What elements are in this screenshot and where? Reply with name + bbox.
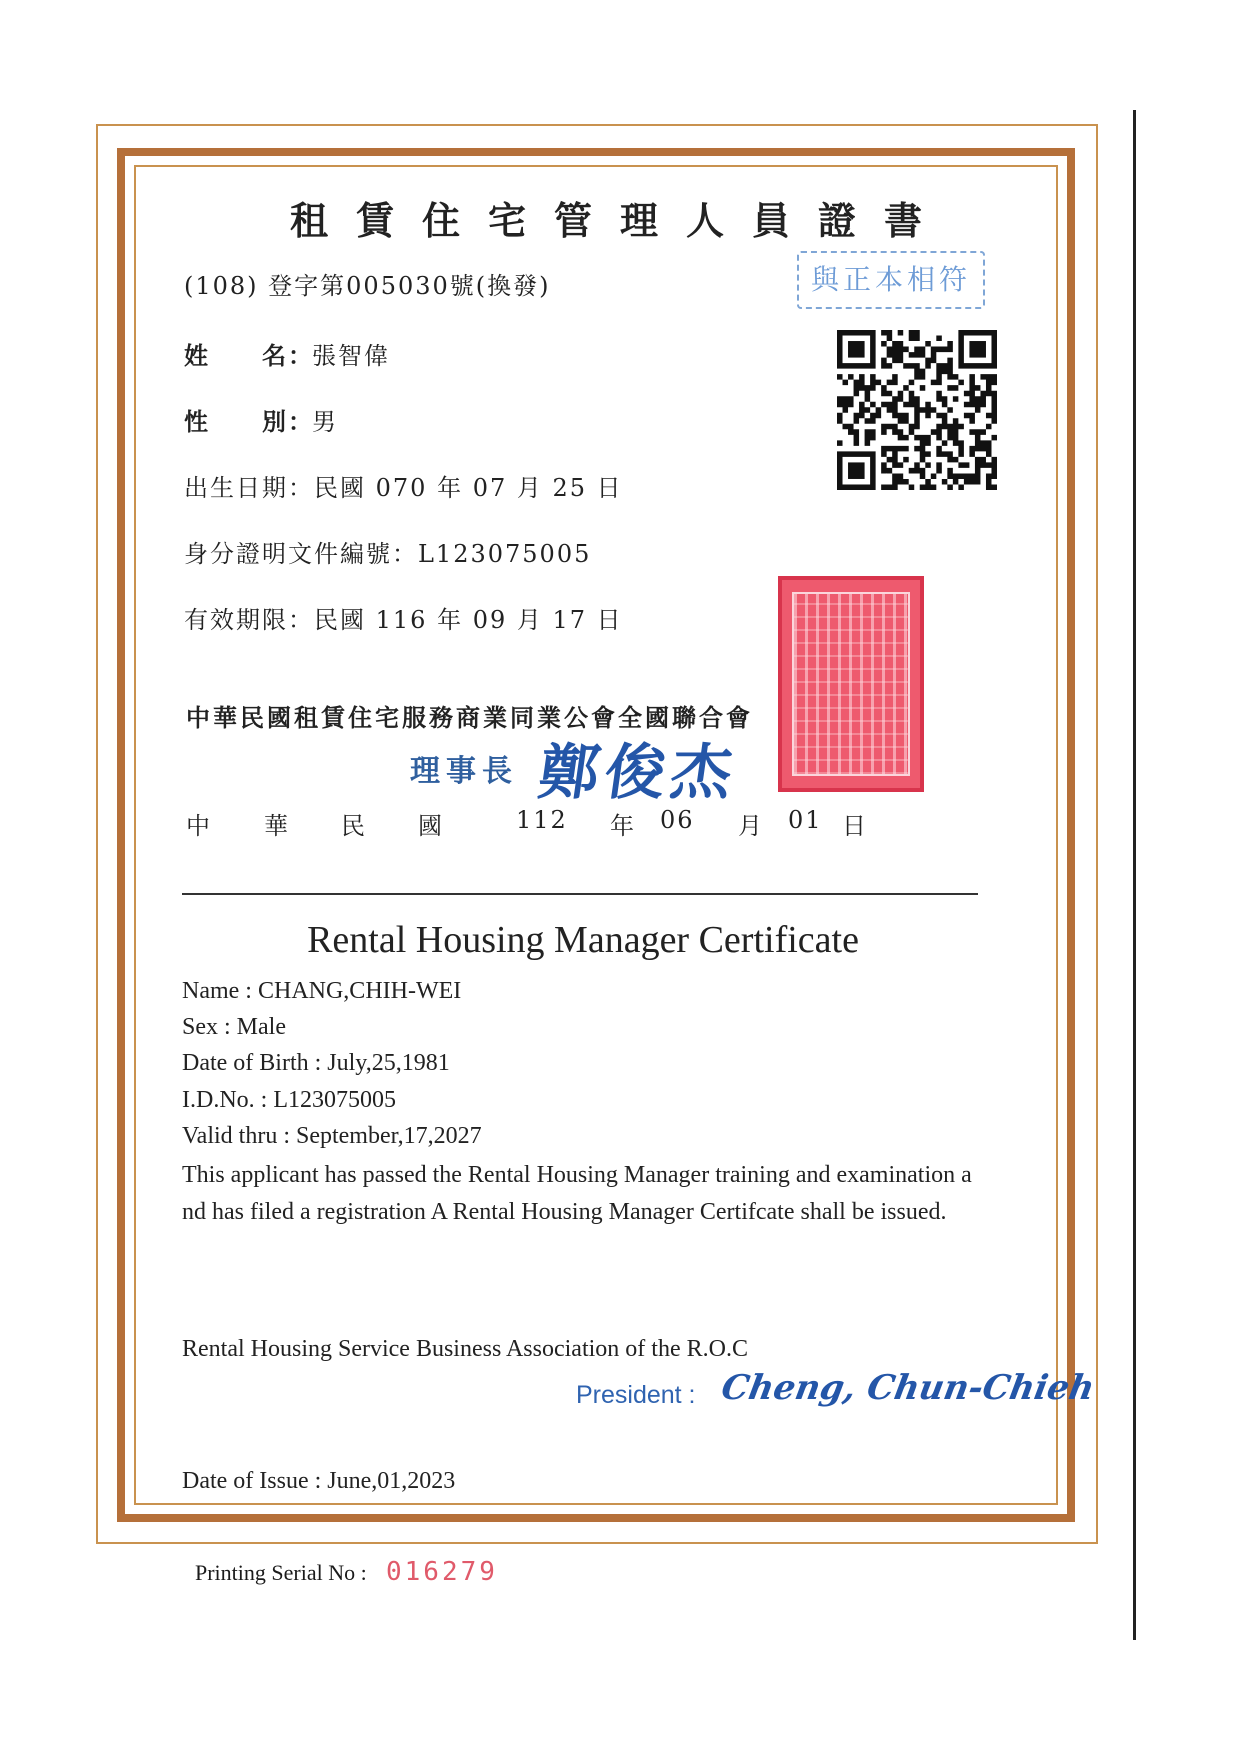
qr-code: [837, 330, 997, 490]
name-label-zh: 姓 名：: [184, 341, 314, 370]
official-seal: [778, 576, 924, 792]
certificate-number: (108) 登字第005030號(換發): [184, 272, 551, 300]
official-seal-pattern: [792, 592, 910, 776]
id-number-zh: 身分證明文件編號：L123075005: [184, 540, 592, 568]
qr-finder-center-1: [848, 341, 865, 358]
birth-date-zh: 出生日期：民國 070 年 07 月 25 日: [184, 474, 623, 502]
date-char-3: 民: [341, 812, 367, 840]
scan-edge-line: [1133, 110, 1136, 1640]
name-en: Name : CHANG,CHIH-WEI: [182, 978, 462, 1004]
date-year: 112: [516, 806, 568, 834]
qr-finder-center-2: [969, 341, 986, 358]
serial-number-value: 016279: [386, 1557, 498, 1587]
association-name-en: Rental Housing Service Business Association of the R.O.C: [182, 1336, 748, 1362]
date-day: 01: [788, 806, 823, 834]
birth-date-en: Date of Birth : July,25,1981: [182, 1050, 450, 1076]
date-month-unit: 月: [738, 812, 764, 840]
president-signature-zh: 鄭俊杰: [534, 738, 743, 808]
serial-number-label: Printing Serial No :: [195, 1560, 367, 1585]
date-day-unit: 日: [842, 812, 868, 840]
valid-until-zh: 有效期限：民國 116 年 09 月 17 日: [184, 606, 623, 634]
id-number-en: I.D.No. : L123075005: [182, 1087, 396, 1113]
sex-en: Sex : Male: [182, 1014, 286, 1040]
sex-label-zh: 性 別：: [184, 407, 314, 436]
association-name-zh: 中華民國租賃住宅服務商業同業公會全國聯合會: [186, 703, 753, 732]
true-copy-stamp: 與正本相符: [797, 251, 985, 309]
date-char-2: 華: [264, 812, 290, 840]
certificate-title-en: Rental Housing Manager Certificate: [307, 919, 859, 961]
date-char-4: 國: [418, 812, 444, 840]
president-label-en: President :: [576, 1381, 696, 1409]
section-divider: [182, 893, 978, 895]
issue-date-en: Date of Issue : June,01,2023: [182, 1468, 456, 1494]
president-signature-en: Cheng, Chun-Chieh: [718, 1368, 1098, 1408]
sex-value-zh: 男: [312, 408, 338, 436]
president-title-zh: 理事長: [410, 754, 518, 789]
name-value-zh: 張智偉: [312, 342, 390, 370]
date-char-1: 中: [186, 812, 212, 840]
date-year-unit: 年: [610, 812, 636, 840]
qr-finder-center-3: [848, 462, 865, 479]
qr-code-graphic: [837, 330, 997, 490]
certification-statement: This applicant has passed the Rental Housing Manager training and examination and has filed a registration A Rental Housing Manager Certifcate shall be issued.: [182, 1162, 972, 1225]
date-month: 06: [660, 806, 695, 834]
valid-until-en: Valid thru : September,17,2027: [182, 1123, 482, 1149]
certificate-title-zh: 租賃住宅管理人員證書: [289, 198, 950, 243]
